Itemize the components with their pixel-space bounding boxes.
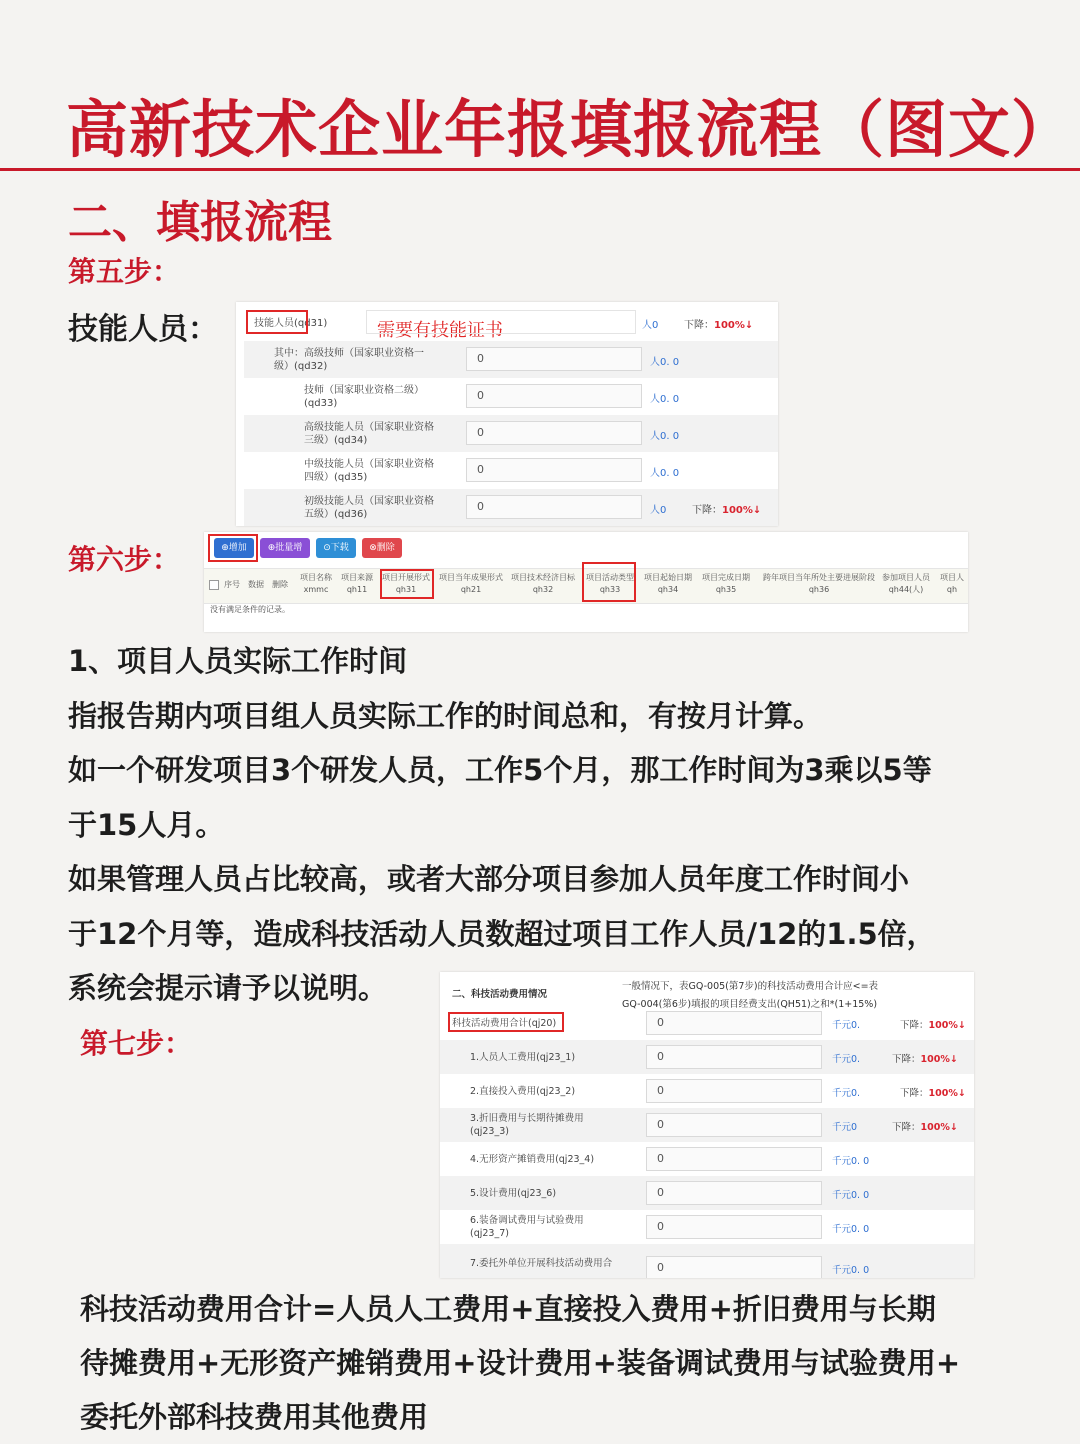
page-title: 高新技术企业年报填报流程（图文）: [66, 93, 1075, 166]
batch-add-button[interactable]: ⊕批量增: [260, 538, 310, 558]
unit-text: 人0. 0: [650, 394, 680, 405]
column-header[interactable]: 项目技术经济目标 qh32: [511, 573, 575, 594]
unit-text: 千元0.: [832, 1020, 861, 1031]
paragraph-line: 系统会提示请予以说明。: [68, 971, 388, 1005]
field-label: 1.人员人工费用(qj23_1): [470, 1052, 576, 1063]
column-header[interactable]: 项目活动类型 qh33: [586, 573, 634, 594]
column-header[interactable]: 跨年项目当年所处主要进展阶段 qh36: [763, 573, 875, 594]
select-all-checkbox[interactable]: [209, 580, 219, 590]
column-header[interactable]: 项目当年成果形式 qh21: [439, 573, 503, 594]
empty-table-note: 没有满足条件的记录。: [210, 605, 290, 614]
unit-text: 千元0. 0: [832, 1156, 870, 1167]
column-header[interactable]: 项目来源 qh11: [341, 573, 373, 594]
junior-skilled-input[interactable]: 0: [466, 495, 642, 519]
paragraph-line: 于12个月等，造成科技活动人员数超过项目工作人员/12的1.5倍，: [68, 917, 936, 951]
change-indicator: 下降：100%↓: [892, 1054, 958, 1065]
field-label: 其中：高级技师（国家职业资格一级）(qd32): [274, 348, 424, 372]
unit-text: 人0. 0: [650, 431, 680, 442]
unit-text: 千元0.: [832, 1088, 861, 1099]
field-label: 6.装备调试费用与试验费用(qj23_7): [470, 1215, 584, 1239]
form-row: [244, 341, 778, 378]
column-header[interactable]: 项目名称 xmmc: [300, 573, 332, 594]
senior-technician-input[interactable]: 0: [466, 347, 642, 371]
labor-cost-input[interactable]: 0: [646, 1045, 822, 1069]
field-label: 技师（国家职业资格二级）(qd33): [304, 385, 424, 409]
field-label: 科技活动费用合计(qj20): [452, 1018, 557, 1029]
add-button[interactable]: ⊕增加: [214, 538, 254, 558]
form-row: [440, 1210, 974, 1244]
unit-text: 人0: [650, 505, 667, 516]
tech-expense-screenshot: [440, 972, 974, 1278]
unit-text: 千元0. 0: [832, 1190, 870, 1201]
formula-line: 待摊费用+无形资产摊销费用+设计费用+装备调试费用与试验费用+: [80, 1346, 961, 1380]
step7-label: 第七步：: [80, 1027, 193, 1060]
field-label: 2.直接投入费用(qj23_2): [470, 1086, 576, 1097]
skilled-staff-input[interactable]: [366, 310, 636, 334]
form-row: [440, 1006, 974, 1040]
field-label: 3.折旧费用与长期待摊费用(qj23_3): [470, 1113, 584, 1137]
skilled-staff-screenshot: [236, 302, 778, 526]
paragraph-line: 如果管理人员占比较高，或者大部分项目参加人员年度工作时间小: [68, 862, 910, 896]
field-label: 初级技能人员（国家职业资格五级）(qd36): [304, 496, 434, 520]
change-indicator: 下降：100%↓: [900, 1020, 966, 1031]
unit-text: 千元0. 0: [832, 1265, 870, 1276]
total-expense-input[interactable]: 0: [646, 1011, 822, 1035]
form-row: [440, 1074, 974, 1108]
column-header: 删除: [272, 580, 288, 589]
unit-text: 千元0: [832, 1122, 858, 1133]
section-title: 二、填报流程: [68, 197, 332, 248]
depreciation-input[interactable]: 0: [646, 1113, 822, 1137]
section-name: 二、科技活动费用情况: [452, 989, 548, 1000]
intermediate-skilled-input[interactable]: 0: [466, 458, 642, 482]
change-indicator: 下降：100%↓: [900, 1088, 966, 1099]
project-table-screenshot: [204, 532, 968, 632]
paragraph-line: 指报告期内项目组人员实际工作的时间总和，有按月计算。: [68, 699, 823, 733]
unit-text: 人0: [642, 320, 659, 331]
unit-text: 人0. 0: [650, 357, 680, 368]
intangible-amortization-input[interactable]: 0: [646, 1147, 822, 1171]
formula-line: 委托外部科技费用其他费用: [80, 1400, 429, 1434]
technician-input[interactable]: 0: [466, 384, 642, 408]
unit-text: 千元0.: [832, 1054, 861, 1065]
rule-note-line: GQ-004(第6步)填报的项目经费支出(QH51)之和*(1+15%): [622, 999, 878, 1010]
form-row: [244, 452, 778, 489]
title-divider: [0, 168, 1080, 171]
senior-skilled-input[interactable]: 0: [466, 421, 642, 445]
step6-label: 第六步：: [68, 543, 181, 576]
form-row: [244, 378, 778, 415]
form-row: [236, 304, 778, 341]
column-header: 序号: [224, 580, 240, 589]
field-label: 5.设计费用(qj23_6): [470, 1188, 557, 1199]
field-label: 7.委托外单位开展科技活动费用合: [470, 1258, 613, 1269]
field-label: 中级技能人员（国家职业资格四级）(qd35): [304, 459, 434, 483]
unit-text: 千元0. 0: [832, 1224, 870, 1235]
step5-label: 第五步：: [68, 255, 181, 288]
highlight-box: [246, 310, 308, 334]
column-header[interactable]: 参加项目人员 qh44(人): [882, 573, 930, 594]
form-row: [440, 1108, 974, 1142]
column-header[interactable]: 项目起始日期 qh34: [644, 573, 692, 594]
column-header: 数据: [248, 580, 264, 589]
rule-note-line: 一般情况下，表GQ-005(第7步)的科技活动费用合计应<=表: [622, 981, 879, 992]
field-label: 高级技能人员（国家职业资格三级）(qd34): [304, 422, 434, 446]
column-header[interactable]: 项目人 qh: [940, 573, 964, 594]
certificate-note: 需要有技能证书: [377, 320, 503, 341]
direct-input-cost-input[interactable]: 0: [646, 1079, 822, 1103]
paragraph-line: 于15人月。: [68, 808, 225, 842]
form-row: [440, 1040, 974, 1074]
change-indicator: 下降：100%↓: [692, 505, 762, 516]
outsourced-rd-cost-input[interactable]: 0: [646, 1256, 822, 1278]
form-row: [440, 1142, 974, 1176]
design-cost-input[interactable]: 0: [646, 1181, 822, 1205]
field-label: 4.无形资产摊销费用(qj23_4): [470, 1154, 595, 1165]
form-row: [440, 1244, 974, 1278]
delete-button[interactable]: ⊗删除: [362, 538, 402, 558]
highlight-box: [582, 562, 636, 602]
column-header[interactable]: 项目完成日期 qh35: [702, 573, 750, 594]
paragraph-line: 如一个研发项目3个研发人员，工作5个月，那工作时间为3乘以5等: [68, 753, 932, 787]
form-row: [440, 1176, 974, 1210]
change-indicator: 下降：100%↓: [892, 1122, 958, 1133]
field-label: 技能人员(qd31): [254, 318, 328, 329]
equipment-test-cost-input[interactable]: 0: [646, 1215, 822, 1239]
highlight-box: [380, 569, 434, 599]
formula-line: 科技活动费用合计=人员人工费用+直接投入费用+折旧费用与长期: [80, 1292, 936, 1326]
skilled-staff-label: 技能人员：: [68, 312, 218, 347]
item-heading: 1、项目人员实际工作时间: [68, 644, 408, 678]
form-row: [244, 415, 778, 452]
download-button[interactable]: ⊙下载: [316, 538, 356, 558]
form-row: [244, 489, 778, 526]
unit-text: 人0. 0: [650, 468, 680, 479]
column-header[interactable]: 项目开展形式 qh31: [382, 573, 430, 594]
change-indicator: 下降：100%↓: [684, 320, 754, 331]
highlight-box: [448, 1012, 564, 1032]
